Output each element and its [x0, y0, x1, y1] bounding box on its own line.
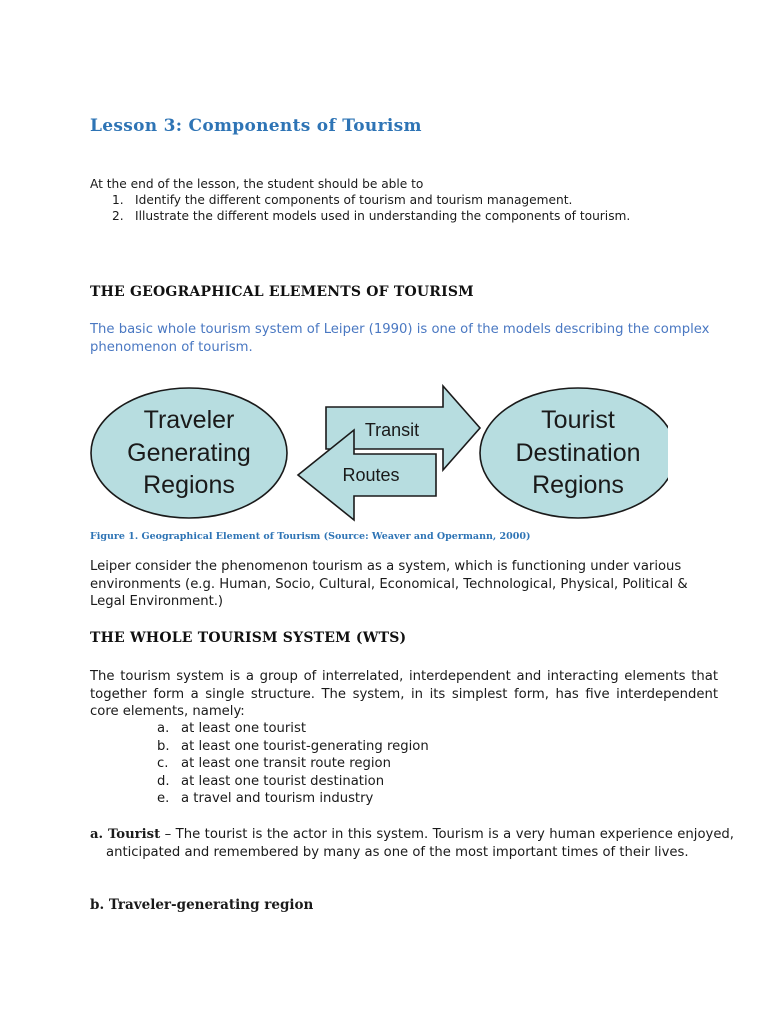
item-text: at least one tourist destination [181, 773, 385, 789]
list-item [90, 790, 718, 808]
objective-number: 1. [112, 193, 124, 207]
item-letter: b. [157, 738, 170, 754]
objectives-list [90, 192, 710, 224]
list-item [90, 773, 718, 791]
transit-label: Transit [364, 420, 420, 440]
list-item [90, 755, 718, 773]
item-text: a travel and tourism industry [181, 791, 374, 806]
left-node-line: Traveler [143, 406, 235, 434]
left-node-line: Generating [127, 439, 251, 467]
objective-item [90, 192, 710, 208]
item-letter: d. [157, 773, 170, 789]
item-text: at least one tourist-generating region [181, 738, 429, 754]
list-item [90, 738, 718, 756]
objective-number: 2. [112, 209, 124, 223]
item-letter: a. [157, 721, 170, 736]
item-letter: e. [157, 791, 170, 806]
wts-paragraph: The tourism system is a group of interrelated, interdependent and interacting elements that together form a single structure. The system, in its simplest form, has five interdependent core elements, namely: [90, 669, 718, 719]
list-item [90, 720, 718, 738]
tourist-label: a. [90, 827, 108, 842]
section-heading-wts: THE WHOLE TOURISM SYSTEM (WTS) [90, 630, 407, 646]
tourist-text: – The tourist is the actor in this system. Tourism is a very human experience enjoyed, anticipated and remembered by many as one of the most important times of their lives. [106, 827, 734, 860]
item-letter: c. [157, 756, 169, 771]
item-text: at least one tourist [181, 721, 306, 736]
subheading-traveler-generating-region: b. Traveler-generating region [90, 897, 314, 913]
core-elements-list [90, 720, 718, 808]
section-heading-geographical: THE GEOGRAPHICAL ELEMENTS OF TOURISM [90, 284, 474, 300]
leiper-system-paragraph: Leiper consider the phenomenon tourism as a system, which is functioning under various environments (e.g. Human, Socio, Cultural, Economical, Technological, Physical, Political & Legal Environment.) [90, 559, 688, 609]
core-elements-block [90, 720, 718, 808]
tourist-definition [90, 826, 734, 861]
item-text: at least one transit route region [181, 756, 391, 771]
routes-label: Routes [342, 465, 400, 485]
objective-text: Illustrate the different models used in understanding the components of tourism. [135, 209, 631, 223]
right-node-line: Regions [532, 471, 624, 499]
leiper-diagram [88, 384, 668, 524]
objectives-intro: At the end of the lesson, the student should be able to [90, 177, 424, 191]
objective-item [90, 208, 710, 224]
right-node-line: Tourist [541, 406, 615, 434]
left-node-line: Regions [143, 471, 235, 499]
objectives-block [90, 176, 710, 224]
lesson-title: Lesson 3: Components of Tourism [90, 116, 422, 136]
tourist-term: Tourist [108, 827, 161, 842]
objective-text: Identify the different components of tourism and tourism management. [135, 193, 573, 207]
figure-caption: Figure 1. Geographical Element of Tourism (Source: Weaver and Opermann, 2000) [90, 531, 531, 542]
leiper-intro: The basic whole tourism system of Leiper (1990) is one of the models describing the complex phenomenon of tourism. [90, 322, 710, 355]
right-node-line: Destination [515, 439, 641, 467]
